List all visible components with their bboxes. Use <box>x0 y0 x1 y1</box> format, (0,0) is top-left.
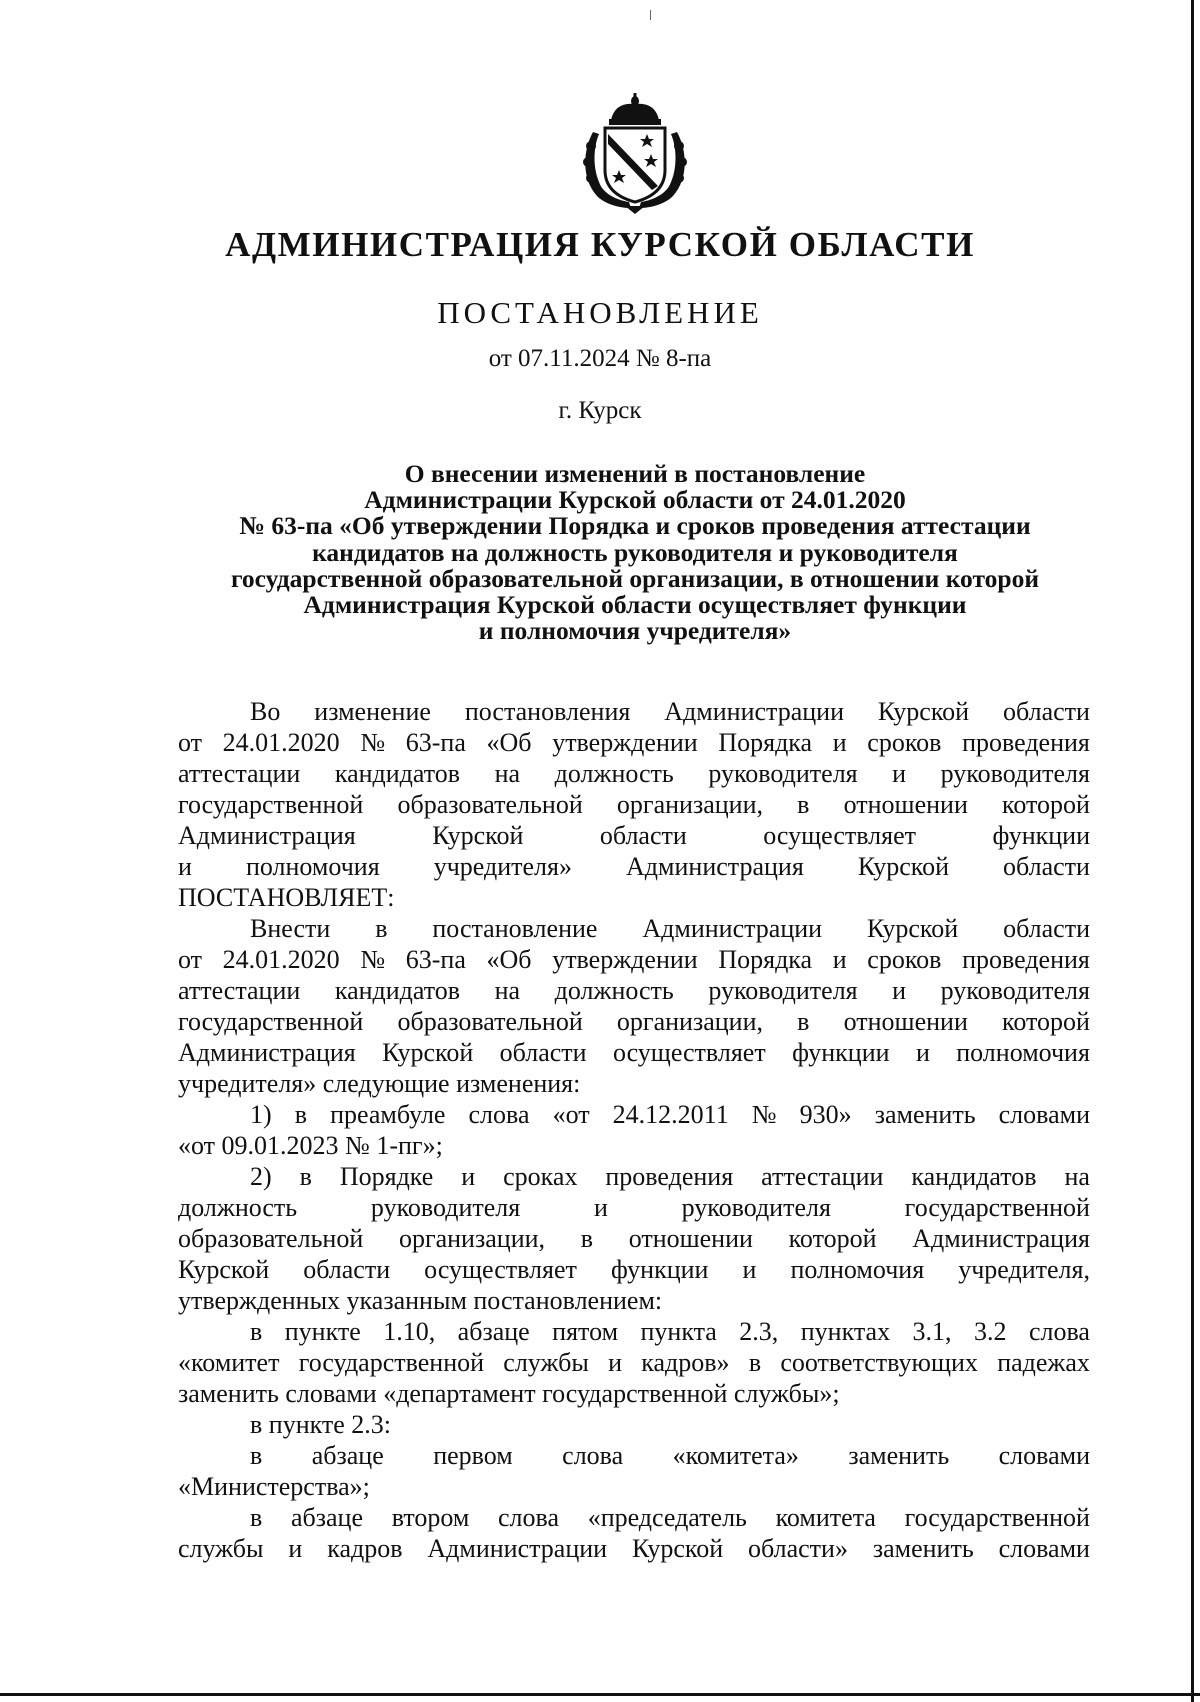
word: № <box>751 1100 777 1129</box>
word: на <box>494 759 521 788</box>
body-paragraph <box>178 696 1090 913</box>
document-type: ПОСТАНОВЛЕНИЕ <box>437 295 763 330</box>
heading-line: Администрации Курской области от 24.01.2020 <box>364 485 906 515</box>
body-line <box>178 789 1090 820</box>
word: на <box>1064 1162 1090 1191</box>
word: организации, <box>616 790 763 819</box>
body-line <box>178 820 1090 851</box>
word: Администрация <box>626 852 804 881</box>
word: которой <box>788 1224 877 1253</box>
word: отношении <box>628 1224 753 1253</box>
word: государственной <box>904 1503 1090 1532</box>
word: функции <box>992 821 1090 850</box>
heading-line: № 63-па «Об утверждении Порядка и сроков проведения аттестации <box>239 511 1031 541</box>
body-line <box>178 1533 1090 1564</box>
document-heading <box>160 461 1110 644</box>
body-line <box>178 1254 1090 1285</box>
word: должность <box>554 759 674 788</box>
word: пункта <box>640 1317 717 1346</box>
heading-line: кандидатов на должность руководителя и руководителя <box>312 537 958 567</box>
word: постановление <box>432 914 598 943</box>
word: Администрация <box>178 1038 356 1067</box>
body-line <box>178 913 1090 944</box>
body-line <box>178 851 1090 882</box>
word: руководителя <box>370 1193 521 1222</box>
word: «Об <box>486 728 532 757</box>
body-line <box>178 696 1090 727</box>
word: слова <box>1028 1317 1090 1346</box>
word: слова <box>562 1441 624 1470</box>
word: службы <box>178 1534 264 1563</box>
word: Порядка <box>718 728 813 757</box>
word: от <box>178 945 203 974</box>
word: «комитета» <box>672 1441 799 1470</box>
body-line <box>178 1440 1090 1471</box>
heading-line: государственной образовательной организации, в отношении которой <box>230 563 1040 593</box>
word: учредителя, <box>958 1255 1090 1284</box>
word: «Об <box>486 945 532 974</box>
document-city: г. Курск <box>558 397 642 424</box>
word: в <box>299 1162 312 1191</box>
word: слова <box>498 1503 559 1532</box>
word: осуществляет <box>424 1255 577 1284</box>
heading-line: и полномочия учредителя» <box>478 616 792 646</box>
word: 3.1, <box>912 1317 952 1346</box>
word: изменение <box>314 697 431 726</box>
body-line <box>178 1192 1090 1223</box>
word: в <box>748 1348 762 1377</box>
body-paragraph <box>178 1161 1090 1316</box>
word: кадров <box>327 1534 403 1563</box>
word: 2.3, <box>739 1317 779 1346</box>
document-date-number: от 07.11.2024 № 8-па <box>488 345 712 372</box>
word: «комитет <box>178 1348 280 1377</box>
word: 3.2 <box>973 1317 1007 1346</box>
word: пункте <box>284 1317 361 1346</box>
word: Курской <box>382 1038 474 1067</box>
word: комитета <box>775 1503 876 1532</box>
body-line <box>178 1099 1090 1130</box>
word: аттестации <box>761 1162 884 1191</box>
word: Администрации <box>427 1534 608 1563</box>
word: и <box>288 1534 303 1563</box>
body-line <box>178 1316 1090 1347</box>
word: должность <box>178 1193 298 1222</box>
word: образовательной <box>178 1224 364 1253</box>
word: Администрации <box>664 697 844 726</box>
word: 24.01.2020 <box>222 728 340 757</box>
word: Курской <box>877 697 970 726</box>
body-line: заменить словами «департамент государственной службы»; <box>178 1379 840 1408</box>
word: которой <box>1002 1007 1090 1036</box>
word: абзаце <box>457 1317 530 1346</box>
body-paragraph <box>178 913 1090 1099</box>
word: соответствующих <box>780 1348 978 1377</box>
body-line <box>178 975 1090 1006</box>
word: заменить <box>874 1100 976 1129</box>
word: Курской <box>631 1534 724 1563</box>
body-line <box>178 727 1090 758</box>
word: Курской <box>178 1255 270 1284</box>
body-line <box>178 944 1090 975</box>
body-line <box>178 1006 1090 1037</box>
word: и <box>593 1193 608 1222</box>
word: словами <box>998 1100 1090 1129</box>
word: постановления <box>464 697 631 726</box>
word: «председатель <box>587 1503 747 1532</box>
word: от <box>178 728 203 757</box>
body-line: ПОСТАНОВЛЯЕТ: <box>178 883 395 912</box>
kursk-coat-of-arms-icon <box>575 90 695 215</box>
body-line: «Министерства»; <box>178 1472 370 1501</box>
word: кандидатов <box>334 759 461 788</box>
word: отношении <box>843 790 968 819</box>
word: в <box>250 1503 263 1532</box>
word: втором <box>391 1503 470 1532</box>
body-paragraph <box>178 1440 1090 1502</box>
heading-line: О внесении изменений в постановление <box>404 459 866 488</box>
word: 24.12.2011 <box>612 1100 729 1129</box>
body-line <box>178 1347 1090 1378</box>
body-line <box>178 1161 1090 1192</box>
word: функции <box>610 1255 709 1284</box>
word: абзаце <box>311 1441 384 1470</box>
word: слова <box>468 1100 530 1129</box>
word: области <box>1003 697 1090 726</box>
body-line: «от 09.01.2023 № 1-пг»; <box>178 1131 443 1160</box>
word: полномочия <box>956 1038 1090 1067</box>
word: и <box>461 1162 476 1191</box>
word: государственной <box>904 1193 1090 1222</box>
word: государственной <box>178 790 364 819</box>
word: 24.01.2020 <box>222 945 340 974</box>
word: руководителя <box>708 976 858 1005</box>
word: сроков <box>867 945 942 974</box>
word: Во <box>250 697 281 726</box>
word: № <box>360 945 386 974</box>
word: руководителя <box>940 759 1090 788</box>
body-paragraph <box>178 1409 1090 1440</box>
body-line <box>178 1502 1090 1533</box>
word: в <box>375 914 388 943</box>
word: Порядке <box>339 1162 434 1191</box>
word: сроков <box>867 728 942 757</box>
word: осуществляет <box>763 821 917 850</box>
word: проведения <box>962 945 1090 974</box>
word: заменить <box>872 1534 974 1563</box>
document-body <box>178 696 1090 1564</box>
word: в <box>580 1224 593 1253</box>
body-paragraph <box>178 1316 1090 1409</box>
word: словами <box>998 1534 1090 1563</box>
word: и <box>832 945 847 974</box>
word: образовательной <box>397 790 583 819</box>
word: должность <box>554 976 674 1005</box>
word: пятом <box>552 1317 619 1346</box>
body-line <box>178 1037 1090 1068</box>
word: области <box>599 821 687 850</box>
word: кадров» <box>641 1348 730 1377</box>
word: кандидатов <box>911 1162 1037 1191</box>
word: области <box>1003 914 1090 943</box>
word: в <box>294 1100 308 1129</box>
word: и <box>892 976 907 1005</box>
word: службы <box>503 1348 589 1377</box>
word: падежах <box>997 1348 1090 1377</box>
heading-line: Администрация Курской области осуществляет функции <box>303 590 967 620</box>
body-paragraph <box>178 1502 1090 1564</box>
word: в <box>797 1007 810 1036</box>
body-line: учредителя» следующие изменения: <box>178 1069 581 1098</box>
word: в <box>250 1441 263 1470</box>
word: Администрация <box>912 1224 1090 1253</box>
body-line <box>178 1223 1090 1254</box>
word: сроках <box>503 1162 578 1191</box>
body-line: в пункте 2.3: <box>250 1410 392 1439</box>
word: кандидатов <box>334 976 461 1005</box>
scan-border-bottom <box>0 1693 1200 1696</box>
word: организации, <box>616 1007 763 1036</box>
word: аттестации <box>178 759 301 788</box>
word: Администрация <box>178 821 356 850</box>
word: Администрации <box>642 914 823 943</box>
organization-title: АДМИНИСТРАЦИЯ КУРСКОЙ ОБЛАСТИ <box>225 225 975 264</box>
word: на <box>494 976 521 1005</box>
word: заменить <box>848 1441 950 1470</box>
word: аттестации <box>178 976 301 1005</box>
word: которой <box>1002 790 1090 819</box>
word: Курской <box>432 821 524 850</box>
word: 1.10, <box>383 1317 436 1346</box>
word: в <box>250 1317 263 1346</box>
word: «от <box>552 1100 590 1129</box>
word: Курской <box>867 914 959 943</box>
word: словами <box>998 1441 1090 1470</box>
word: руководителя <box>940 976 1090 1005</box>
word: Внести <box>250 914 331 943</box>
word: учредителя» <box>433 852 572 881</box>
word: преамбуле <box>330 1100 446 1129</box>
word: в <box>797 790 810 819</box>
word: и <box>915 1038 930 1067</box>
word: руководителя <box>681 1193 831 1222</box>
body-line <box>178 758 1090 789</box>
word: области <box>499 1038 587 1067</box>
word: утверждении <box>552 945 698 974</box>
word: 1) <box>250 1100 272 1129</box>
word: отношении <box>843 1007 968 1036</box>
word: руководителя <box>708 759 858 788</box>
word: проведения <box>962 728 1090 757</box>
word: и <box>892 759 907 788</box>
word: области <box>1003 852 1090 881</box>
word: осуществляет <box>612 1038 766 1067</box>
body-line: утвержденных указанным постановлением: <box>178 1286 663 1315</box>
word: полномочия <box>245 852 380 881</box>
word: функции <box>792 1038 890 1067</box>
word: абзаце <box>290 1503 364 1532</box>
word: Курской <box>857 852 949 881</box>
word: и <box>178 852 192 881</box>
word: первом <box>433 1441 513 1470</box>
body-paragraph <box>178 1099 1090 1161</box>
word: 63-па <box>405 728 466 757</box>
word: пунктах <box>800 1317 891 1346</box>
word: и <box>742 1255 757 1284</box>
word: утверждении <box>552 728 698 757</box>
word: проведения <box>605 1162 734 1191</box>
word: государственной <box>298 1348 485 1377</box>
word: 63-па <box>405 945 466 974</box>
word: 2) <box>250 1162 272 1191</box>
word: и <box>832 728 847 757</box>
word: Порядка <box>718 945 813 974</box>
scan-mark <box>650 10 651 20</box>
word: области <box>303 1255 391 1284</box>
word: и <box>608 1348 622 1377</box>
word: образовательной <box>397 1007 583 1036</box>
word: 930» <box>799 1100 852 1129</box>
word: полномочия <box>790 1255 925 1284</box>
word: области» <box>748 1534 848 1563</box>
word: организации, <box>398 1224 546 1253</box>
word: № <box>360 728 386 757</box>
word: государственной <box>178 1007 364 1036</box>
